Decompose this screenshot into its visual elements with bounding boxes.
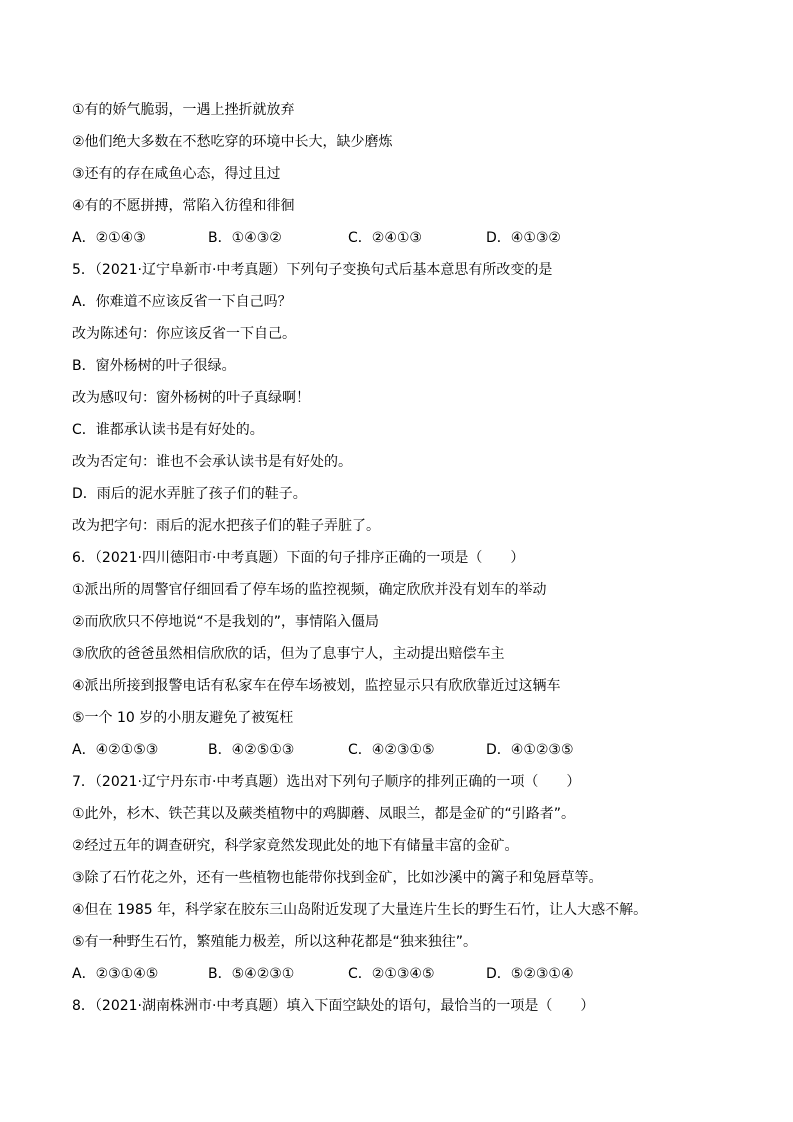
q6-line: ④派出所接到报警电话有私家车在停车场被划，监控显示只有欣欣靠近过这辆车 [72, 678, 561, 694]
q6-line: ⑤一个 10 岁的小朋友避免了被冤枉 [72, 710, 294, 726]
q6-line: ③欣欣的爸爸虽然相信欣欣的话，但为了息事宁人，主动提出赔偿车主 [72, 646, 505, 662]
statement-1: ①有的娇气脆弱，一遇上挫折就放弃 [72, 102, 295, 118]
option-b: B．①④③② [208, 230, 282, 246]
q5-line: 改为感叹句：窗外杨树的叶子真绿啊！ [72, 390, 310, 406]
option-a: A．④②①⑤③ [72, 742, 159, 758]
q5-line: 改为把字句：雨后的泥水把孩子们的鞋子弄脏了。 [72, 518, 380, 534]
q5-line: B．窗外杨树的叶子很绿。 [72, 358, 236, 374]
option-c: C．④②③①⑤ [348, 742, 435, 758]
q7-line: ⑤有一种野生石竹，繁殖能力极差，所以这种花都是“独来独往”。 [72, 934, 478, 950]
option-b: B．④②⑤①③ [208, 742, 295, 758]
q5-line: 改为否定句：谁也不会承认读书是有好处的。 [72, 454, 352, 470]
q7-line: ①此外，杉木、铁芒萁以及蕨类植物中的鸡脚蘑、凤眼兰，都是金矿的“引路者”。 [72, 806, 576, 822]
option-b: B．⑤④②③① [208, 966, 295, 982]
question-7-stem: 7．（2021·辽宁丹东市·中考真题）选出对下列句子顺序的排列正确的一项（ ） [72, 774, 581, 790]
q7-line: ②经过五年的调查研究，科学家竟然发现此处的地下有储量丰富的金矿。 [72, 838, 519, 854]
statement-4: ④有的不愿拼搏，常陷入彷徨和徘徊 [72, 198, 295, 214]
q6-line: ②而欣欣只不停地说“不是我划的”，事情陷入僵局 [72, 614, 380, 630]
option-c: C．②①③④⑤ [348, 966, 435, 982]
q5-line: 改为陈述句：你应该反省一下自己。 [72, 326, 296, 342]
q6-line: ①派出所的周警官仔细回看了停车场的监控视频，确定欣欣并没有划车的举动 [72, 582, 547, 598]
q5-line: D．雨后的泥水弄脏了孩子们的鞋子。 [72, 486, 307, 502]
option-a: A．②③①④⑤ [72, 966, 159, 982]
q5-line: C．谁都承认读书是有好处的。 [72, 422, 264, 438]
q7-line: ④但在 1985 年，科学家在胶东三山岛附近发现了大量连片生长的野生石竹，让人大惑不解。 [72, 902, 648, 918]
option-c: C．②④①③ [348, 230, 422, 246]
option-d: D．④①③② [486, 230, 561, 246]
question-6-stem: 6．（2021·四川德阳市·中考真题）下面的句子排序正确的一项是（ ） [72, 550, 525, 566]
question-8-stem: 8．（2021·湖南株洲市·中考真题）填入下面空缺处的语句，最恰当的一项是（ ） [72, 998, 595, 1014]
question-5-stem: 5．（2021·辽宁阜新市·中考真题）下列句子变换句式后基本意思有所改变的是 [72, 262, 553, 278]
statement-3: ③还有的存在咸鱼心态，得过且过 [72, 166, 281, 182]
q5-line: A．你难道不应该反省一下自己吗？ [72, 294, 292, 310]
q7-line: ③除了石竹花之外，还有一些植物也能带你找到金矿，比如沙溪中的篱子和兔唇草等。 [72, 870, 603, 886]
option-d: D．⑤②③①④ [486, 966, 574, 982]
option-a: A．②①④③ [72, 230, 146, 246]
statement-2: ②他们绝大多数在不愁吃穿的环境中长大，缺少磨炼 [72, 134, 393, 150]
option-d: D．④①②③⑤ [486, 742, 574, 758]
